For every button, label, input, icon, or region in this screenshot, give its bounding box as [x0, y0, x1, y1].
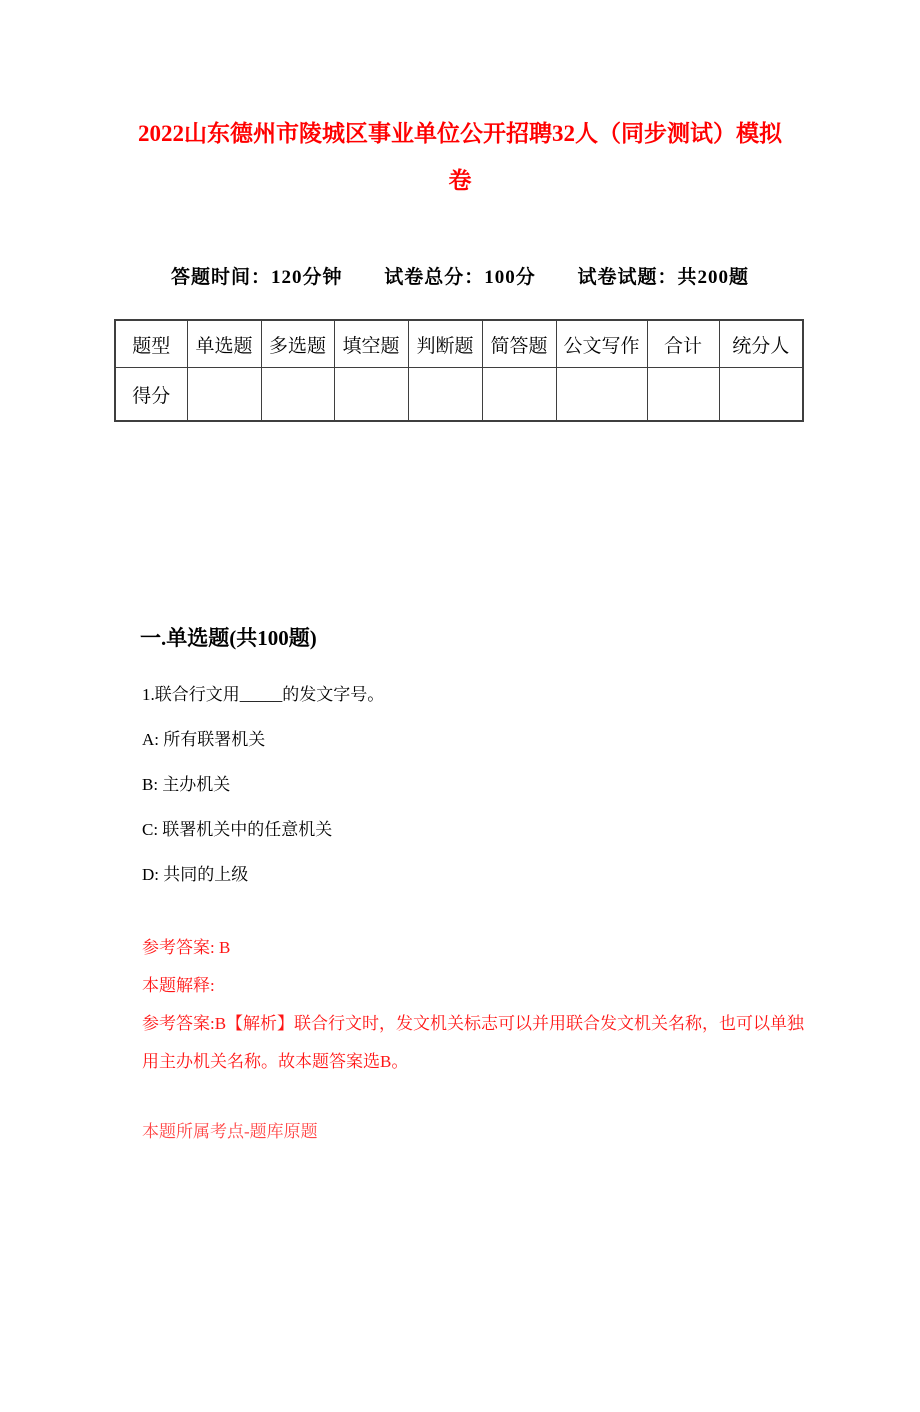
option-b: B: 主办机关: [142, 775, 231, 794]
question-text: 1.联合行文用_____的发文字号。: [142, 685, 385, 704]
score-table-header-cell: 题型: [115, 320, 187, 368]
score-input-cell: [187, 368, 261, 422]
score-table: [114, 319, 804, 422]
explanation-text: 参考答案:B【解析】联合行文时，发文机关标志可以并用联合发文机关名称，也可以单独用主办机关名称。故本题答案选B。: [142, 1014, 805, 1071]
score-input-cell: [334, 368, 408, 422]
score-input-cell: [719, 368, 803, 422]
score-table-header-cell: 填空题: [334, 320, 408, 368]
score-input-cell: [261, 368, 334, 422]
score-table-header-row: [115, 320, 803, 368]
score-row-label: 得分: [115, 368, 187, 422]
explanation-label: 本题解释:: [142, 976, 215, 995]
exam-total-score: 试卷总分：100分: [384, 267, 536, 288]
score-table-header-cell: 判断题: [408, 320, 482, 368]
score-table-header-cell: 多选题: [261, 320, 334, 368]
document-title-line2: 卷: [448, 168, 472, 193]
score-table-header-cell: 合计: [647, 320, 719, 368]
score-table-header-cell: 简答题: [482, 320, 556, 368]
section-heading: 一.单选题(共100题): [140, 626, 317, 650]
document-page: [0, 110, 920, 1412]
score-table-header-cell: 单选题: [187, 320, 261, 368]
score-table-header-cell: 公文写作: [556, 320, 647, 368]
score-table-header-cell: 统分人: [719, 320, 803, 368]
score-input-cell: [647, 368, 719, 422]
score-input-cell: [408, 368, 482, 422]
score-input-cell: [556, 368, 647, 422]
document-title: [110, 110, 810, 204]
reference-answer: 参考答案: B: [142, 938, 231, 957]
option-d: D: 共同的上级: [142, 865, 249, 884]
exam-time: 答题时间：120分钟: [170, 267, 343, 288]
exam-question-count: 试卷试题：共200题: [577, 267, 750, 288]
exam-info-line: [0, 262, 920, 289]
score-input-cell: [482, 368, 556, 422]
option-c: C: 联署机关中的任意机关: [142, 820, 333, 839]
source-link[interactable]: 本题所属考点-题库原题: [142, 1122, 318, 1141]
answer-block: [142, 929, 920, 1081]
score-table-score-row: [115, 368, 803, 422]
document-title-line1: 2022山东德州市陵城区事业单位公开招聘32人（同步测试）模拟: [138, 121, 782, 146]
option-a: A: 所有联署机关: [142, 730, 266, 749]
